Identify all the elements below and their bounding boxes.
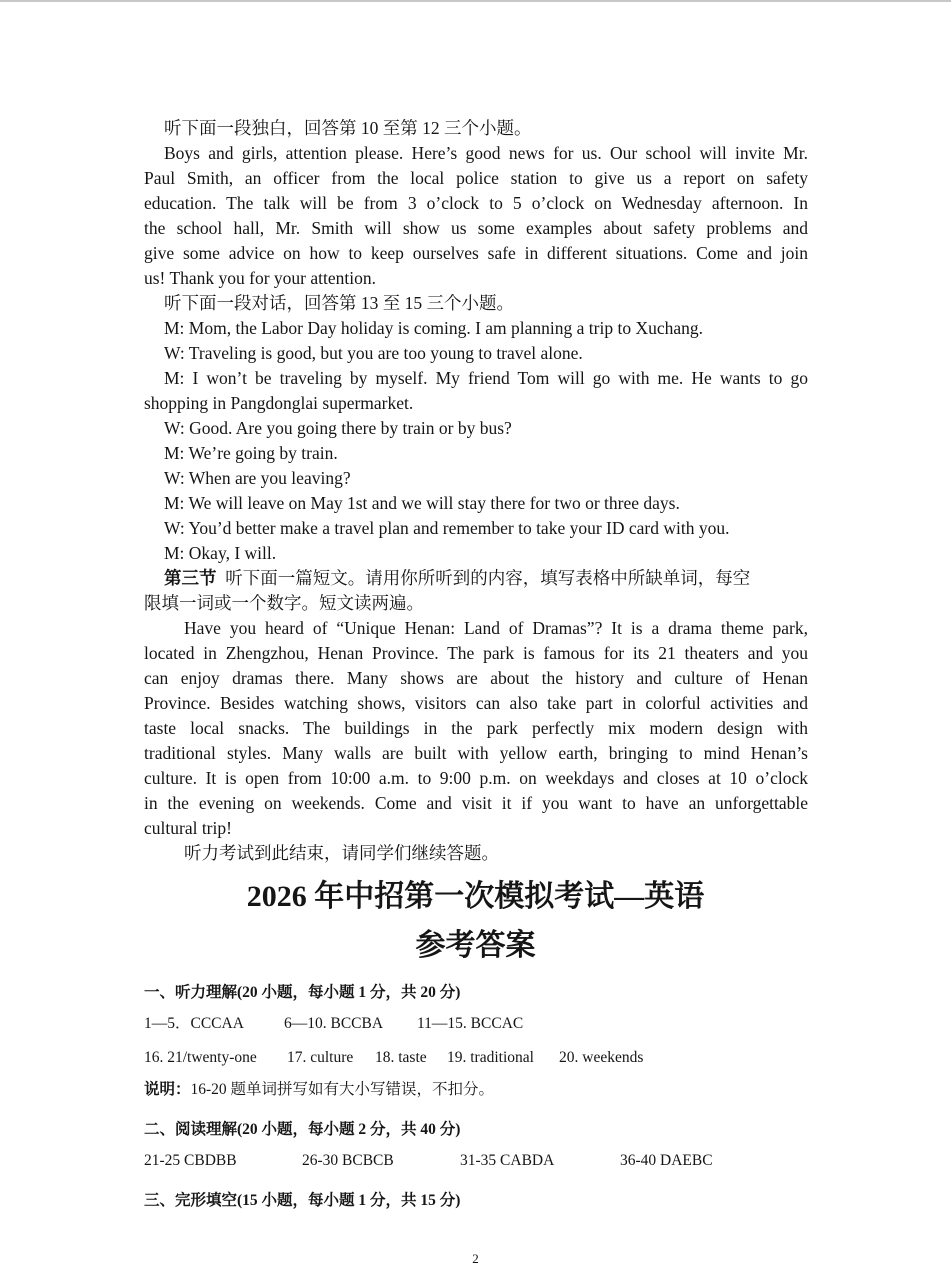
answer-group: 6—10. BCCBA	[284, 1015, 384, 1032]
page-number: 2	[472, 1251, 479, 1266]
section3-intro-cont: 限填一词或一个数字。短文读两遍。	[144, 593, 424, 613]
answer-group: 19. traditional	[447, 1049, 534, 1066]
dialogue-line: M: We’re going by train.	[164, 443, 338, 463]
answer-group: 36-40 DAEBC	[620, 1152, 713, 1169]
monologue-line: education. The talk will be from 3 o’clock to 5 o’clock on Wednesday afternoon. In	[144, 193, 808, 213]
passage-line: located in Zhengzhou, Henan Province. The park is famous for its 21 theaters and you	[144, 643, 808, 663]
monologue-line: us! Thank you for your attention.	[144, 268, 376, 288]
passage-line: Province. Besides watching shows, visitors can also take part in colorful activities and	[144, 693, 808, 713]
part3-heading: 三、完形填空(15 小题，每小题 1 分，共 15 分)	[144, 1192, 461, 1209]
answer-group: 21-25 CBDBB	[144, 1152, 237, 1169]
answer-group: 20. weekends	[559, 1049, 644, 1066]
listening-ending: 听力考试到此结束，请同学们继续答题。	[184, 843, 499, 863]
dialogue-intro: 听下面一段对话，回答第 13 至 15 三个小题。	[164, 293, 514, 313]
section3-intro	[164, 566, 808, 591]
answer-group: 16. 21/twenty-one	[144, 1049, 257, 1066]
monologue-line: Boys and girls, attention please. Here’s good news for us. Our school will invite Mr.	[164, 143, 808, 163]
passage-line: cultural trip!	[144, 818, 232, 838]
dialogue-line: M: I won’t be traveling by myself. My friend Tom will go with me. He wants to go	[164, 368, 808, 388]
answer-key-subtitle: 参考答案	[415, 929, 536, 962]
part1-heading: 一、听力理解(20 小题，每小题 1 分，共 20 分)	[144, 984, 461, 1001]
answer-key-title: 2026 年中招第一次模拟考试—英语	[246, 880, 705, 913]
monologue-line: give some advice on how to keep ourselves safe in different situations. Come and join	[144, 243, 808, 263]
note-text: 16-20 题单词拼写如有大小写错误，不扣分。	[190, 1081, 495, 1098]
dialogue-line: M: Mom, the Labor Day holiday is coming. I am planning a trip to Xuchang.	[164, 318, 703, 338]
passage-line: Have you heard of “Unique Henan: Land of Dramas”? It is a drama theme park,	[184, 618, 808, 638]
passage-line: traditional styles. Many walls are built with yellow earth, bringing to mind Henan’s	[144, 743, 808, 763]
answer-group: 1—5．CCCAA	[144, 1015, 244, 1032]
answer-group: 11—15. BCCAC	[417, 1015, 524, 1032]
answer-group: 18. taste	[375, 1049, 427, 1066]
answer-group: 26-30 BCBCB	[302, 1152, 394, 1169]
monologue-intro: 听下面一段独白，回答第 10 至第 12 三个小题。	[164, 118, 532, 138]
dialogue-line: shopping in Pangdonglai supermarket.	[144, 393, 414, 413]
note-label: 说明：	[144, 1081, 191, 1098]
answer-group: 17. culture	[287, 1049, 354, 1066]
dialogue-line: M: Okay, I will.	[164, 543, 277, 563]
passage-line: taste local snacks. The buildings in the park perfectly mix modern design with	[144, 718, 808, 738]
dialogue-line: W: Traveling is good, but you are too young to travel alone.	[164, 343, 583, 363]
scoring-note	[144, 1079, 494, 1101]
section3-intro-text: 听下面一篇短文。请用你所听到的内容，填写表格中所缺单词，每空	[225, 568, 751, 588]
part2-heading: 二、阅读理解(20 小题，每小题 2 分，共 40 分)	[144, 1121, 461, 1138]
section3-label: 第三节	[164, 568, 217, 588]
answer-group: 31-35 CABDA	[460, 1152, 555, 1169]
passage-line: can enjoy dramas there. Many shows are about the history and culture of Henan	[144, 668, 808, 688]
dialogue-line: W: Good. Are you going there by train or by bus?	[164, 418, 512, 438]
dialogue-line: W: When are you leaving?	[164, 468, 351, 488]
passage-line: culture. It is open from 10:00 a.m. to 9:00 p.m. on weekdays and closes at 10 o’clock	[144, 768, 808, 788]
passage-line: in the evening on weekends. Come and visit it if you want to have an unforgettable	[144, 793, 808, 813]
dialogue-line: M: We will leave on May 1st and we will stay there for two or three days.	[164, 493, 680, 513]
dialogue-line: W: You’d better make a travel plan and remember to take your ID card with you.	[164, 518, 730, 538]
monologue-line: the school hall, Mr. Smith will show us some examples about safety problems and	[144, 218, 808, 238]
top-border-line	[0, 0, 951, 2]
monologue-line: Paul Smith, an officer from the local police station to give us a report on safety	[144, 168, 808, 188]
